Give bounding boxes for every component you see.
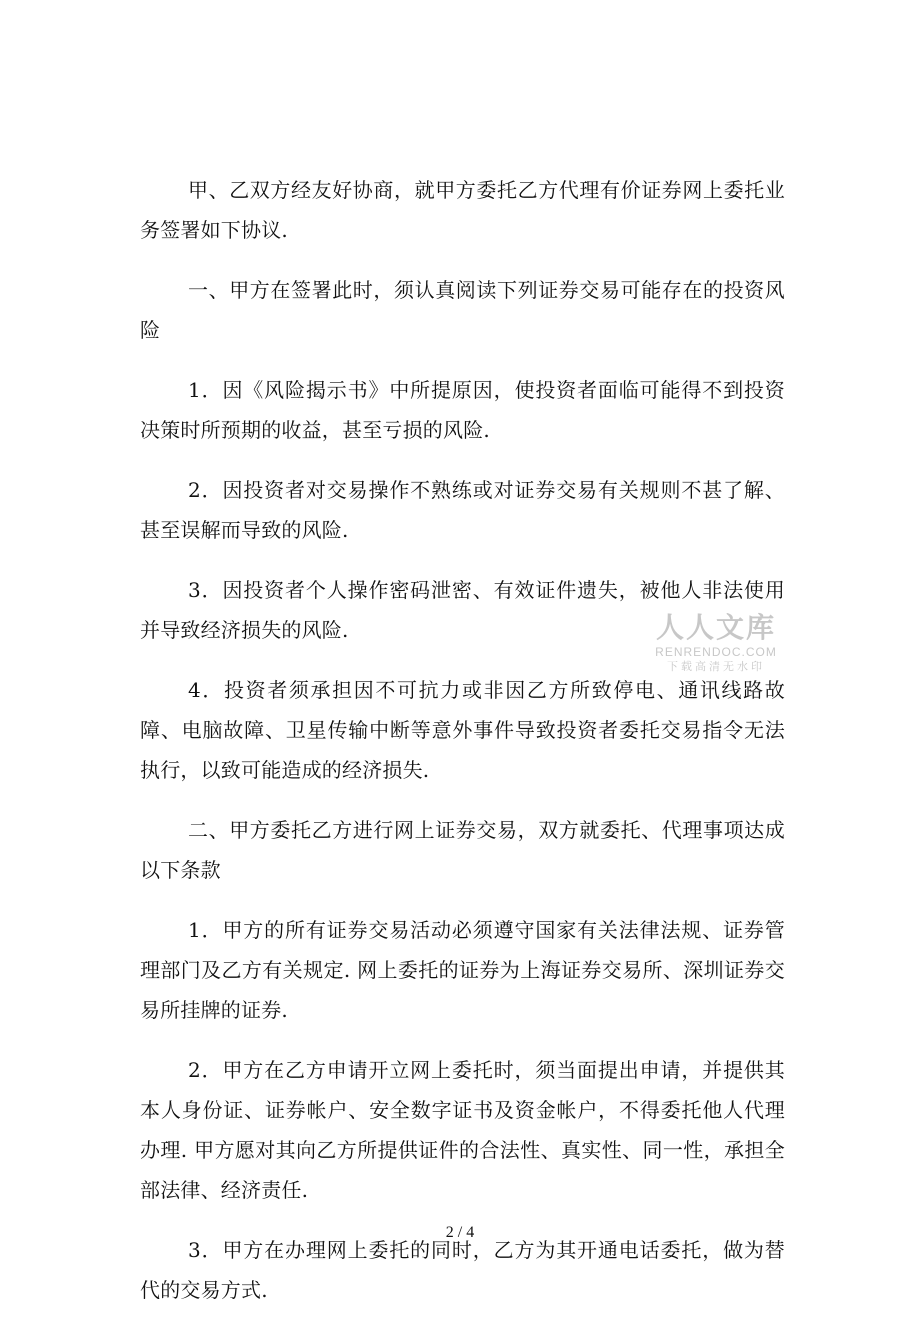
document-body xyxy=(140,170,785,1330)
risk-item-1: 1．因《风险揭示书》中所提原因，使投资者面临可能得不到投资决策时所预期的收益，甚至亏损的风险. xyxy=(140,378,785,442)
section-two-heading: 二、甲方委托乙方进行网上证券交易，双方就委托、代理事项达成以下条款 xyxy=(140,818,785,882)
clause-item-2: 2．甲方在乙方申请开立网上委托时，须当面提出申请，并提供其本人身份证、证券帐户、安全数字证书及资金帐户，不得委托他人代理办理. 甲方愿对其向乙方所提供证件的合法性、真实性、同一性，承担全部法律、经济责任. xyxy=(140,1058,785,1202)
section-one-heading: 一、甲方在签署此时，须认真阅读下列证券交易可能存在的投资风险 xyxy=(140,278,785,342)
watermark-url: RENRENDOC.COM xyxy=(655,645,777,659)
watermark-tagline: 下载高清无水印 xyxy=(667,660,765,673)
risk-item-2: 2．因投资者对交易操作不熟练或对证券交易有关规则不甚了解、甚至误解而导致的风险. xyxy=(140,478,785,542)
risk-item-4: 4．投资者须承担因不可抗力或非因乙方所致停电、通讯线路故障、电脑故障、卫星传输中断等意外事件导致投资者委托交易指令无法执行，以致可能造成的经济损失. xyxy=(140,678,785,782)
risk-item-3: 3．因投资者个人操作密码泄密、有效证件遗失，被他人非法使用并导致经济损失的风险. xyxy=(140,578,785,642)
page-number: 2 / 4 xyxy=(445,1224,475,1241)
watermark-logo: 人人文库 xyxy=(655,611,776,644)
clause-item-1: 1．甲方的所有证券交易活动必须遵守国家有关法律法规、证券管理部门及乙方有关规定. 网上委托的证券为上海证券交易所、深圳证券交易所挂牌的证券. xyxy=(140,918,785,1022)
clause-item-3: 3．甲方在办理网上委托的同时，乙方为其开通电话委托，做为替代的交易方式. xyxy=(140,1238,785,1302)
intro-paragraph: 甲、乙双方经友好协商，就甲方委托乙方代理有价证券网上委托业务签署如下协议. xyxy=(140,178,785,242)
